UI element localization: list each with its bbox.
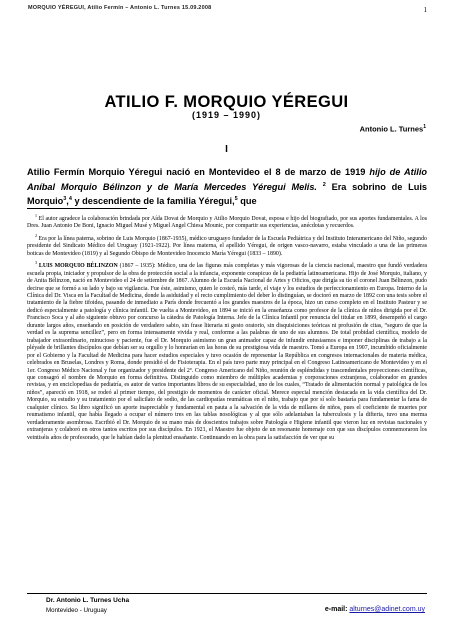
footnote-mark: 1 <box>35 213 37 218</box>
life-years: (1919 – 1990) <box>191 110 262 120</box>
footnotes <box>27 212 427 443</box>
intro-text: Era sobrino de Luis Morquio <box>27 181 427 207</box>
footnote-mark: 3 <box>63 196 67 203</box>
footnote-2 <box>27 232 427 258</box>
running-header: MORQUIO YÉREGUI, Atilio Fermín – Antonio L. Turnes 15.09.2008 <box>28 5 212 11</box>
footnote-text: El autor agradece la colaboración brindada por Aída Dovat de Morquio y Atilio Morquio Dovat, esposa e hijo del biografiado, por sus aportes fundamentales. A los Dres. Juan Antonio De Boni, Ignacio Miguel Musé y Miguel Angel Chiesa Mounic, por compartir sus experiencias, anécdotas y recuerdos. <box>27 215 427 230</box>
email-label: e-mail: <box>324 606 350 613</box>
footnote-heading: LUIS MORQUIO BÉLINZON <box>38 263 118 270</box>
article-title: ATILIO F. MORQUIO YÉREGUI <box>104 93 349 111</box>
intro-text: y descendiente de la familia Yéregui, <box>71 196 235 207</box>
footnote-text: Era por la línea paterna, sobrino de Luis Morquio (1867-1935), médico uruguayo fundador de la Escuela Pediátrica y del Instituto Interamericano del Niño, segundo presidente del Sindicato Médico del Uruguay (1921-1922). Por línea materna, el apellido Yéregui, de origen vasco-navarro, estaba vinculado a una de las primeras boticas de Montevideo (1819) y al Segundo Obispo de Montevideo Inocencio María Yéregui (1833 – 1890). <box>27 235 427 257</box>
footnote-3 <box>27 259 427 442</box>
intro-text: que <box>237 196 257 207</box>
section-number: I <box>225 144 228 155</box>
author-name <box>360 124 426 134</box>
footer-email <box>325 606 425 613</box>
intro-text: Atilio Fermín Morquio Yéregui nació en Montevideo el 8 de marzo de 1919 <box>27 167 366 177</box>
footnote-mark: 3 <box>35 260 37 266</box>
footnote-mark: 5 <box>234 196 238 203</box>
footnote-1 <box>27 212 427 231</box>
footnote-separator <box>27 208 147 209</box>
intro-paragraph: Atilio Fermín Morquio Yéregui nació en Montevideo el 8 de marzo de 1919 hijo de Atilio Aníbal Morquio Bélinzon y de María Mercedes Yéregui Melis. $^2$ Era sobrino de Luis Morquio$^3$,$^4$ y descendiente de la familia Yéregui,$^5$ que <box>27 167 427 207</box>
footer-author: Dr. Antonio L. Turnes Ucha <box>46 597 130 604</box>
page-footer <box>27 593 427 626</box>
author-text: Antonio L. Turnes <box>359 124 424 134</box>
email-link[interactable]: alturnes@adinet.com.uy <box>349 606 425 613</box>
page-number: 1 <box>423 6 427 14</box>
intro-italic: hijo de Atilio Aníbal Morquio Bélinzon y de María Mercedes Yéregui Melis. <box>27 167 427 192</box>
footnote-mark: 2 <box>35 232 37 238</box>
footer-location: Montevideo - Uruguay <box>46 607 107 614</box>
footnote-mark: 2 <box>322 181 326 188</box>
footnote-mark: 1 <box>423 124 426 130</box>
footnote-text: (1867 – 1935): Médico, una de las figuras más completas y más vigorosas de la ciencia nacional, maestro que fundó verdadera escuela propia, iniciador y propulsor de la obra de protección social a la infancia, exponente conspicuo de la pediatría latinoamericana. Hijo de José Morquio, italiano, y de Anita Bélinzon, nació en Montevideo el 24 de setiembre de 1867. Alumno de la Escuela Nacional de Artes y Oficios, que dirigía su tío el coronel Juan Bélinzon, pudo decirse que se formó a su lado y bajo su vigilancia. Fue éste, asimismo, quien le costeó, más tarde, el viaje y los estudios de perfeccionamiento en Europa. Interno de la Clínica del Dr. Visca en la Facultad de Medicina, donde la asiduidad y el recto cumplimiento del deber lo distinguían, se doctoró en marzo de 1892 con una tesis sobre el tratamiento de la fiebre tifoidea, pasando de inmediato a París donde frecuentó a los grandes maestros de la época, hizo un curso completo en el Instituto Pasteur y se dedicó especialmente a patología y clínica infantil. De vuelta a Montevideo, en 1894 se inició en la enseñanza como profesor de la clínica de niños dirigida por el Dr. Francisco Soca y al año siguiente obtuvo por concurso la cátedra de Patología Interna. Jefe de la Clínica Infantil por renuncia del titular en 1899, desempeñó el cargo durante largos años, enseñando en posición de verdadero sabio, sin frase literaria ni gesto oratorio, sin disquisiciones teóricas ni profusión de citas, “seguro de que la verdad es la suprema sencillez”, pero en forma intensamente vivida y real, conforme a las palabras de uno de sus alumnos. De total probidad científica, modelo de trabajador extraordinario, minucioso y paciente, fue el Dr. Morquio asimismo un gran animador capaz de infundir entusiasmos e imponer disciplinas de trabajo a la pléyade de brillantes discípulos que debían ser su orgullo y lo honrarían en las horas de su prestigiosa vida de maestro. Tomó a Europa en 1907, incumbido oficialmente por el Gobierno y la Facultad de Medicina para hacer estudios especiales y tuvo ocasión de representar la República en congresos internacionales de materia médica, celebrados en Bruselas, Londres y Roma, donde presidió el de Fisioterapia. En el país tuvo parte muy principal en el Congreso Latinoamericano de Montevideo y en el 1er. Congreso Médico Nacional y fue organizador y presidente del 2º. Congreso Americano del Niño, reunión de espléndidas y trascendentales proyecciones científicas, que consagró el nombre de Morquio en forma definitiva. Distinguido como miembro de múltiples academias y corporaciones extranjeras, colaborador en grandes revistas, y en enciclopedias de pediatría, es autor de varios importantes libros de su especialidad, uno de los cuales, “Tratado de alimentación normal y patológica de los niños”, apareció en 1918, se rodeó al primer tiempo, del prestigio de momentos de carácter oficial. Merece especial mención destacada en la vida científica del Dr. Morquio, su estudio y su tratamiento por el salicilato de sodio, de las cardiopatías reumáticas en el niño, trabajo que por sí solo bastaría para fundamentar la fama de cualquier clínico. Su libro significó un aporte inapreciable y fundamental en pauta a la salvación de la vida de millares de niños, pues el coeficiente de muertes por reumatismo infantil, que había llegado a ocupar el número tres en las tablas nosológicas y al que sólo adelantaban la tuberculosis y la difteria, tuvo una merma verdaderamente asombrosa. Escribió el Dr. Morquio de su mano más de doscientos trabajos sobre Patología e Higiene infantil que vieron luz en revistas nacionales y extranjeras y colaboró en otros tantos escritos por sus discípulos. En 1921, el Maestro fue objeto de un resonante homenaje con que sus discípulos conmemoraron los veintiséis años de profesorado, que le habían dado la plenitud ensañante. Continuando en la obra para la satisfacción de ver que su <box>27 263 427 441</box>
footnote-mark: 4 <box>68 196 72 203</box>
